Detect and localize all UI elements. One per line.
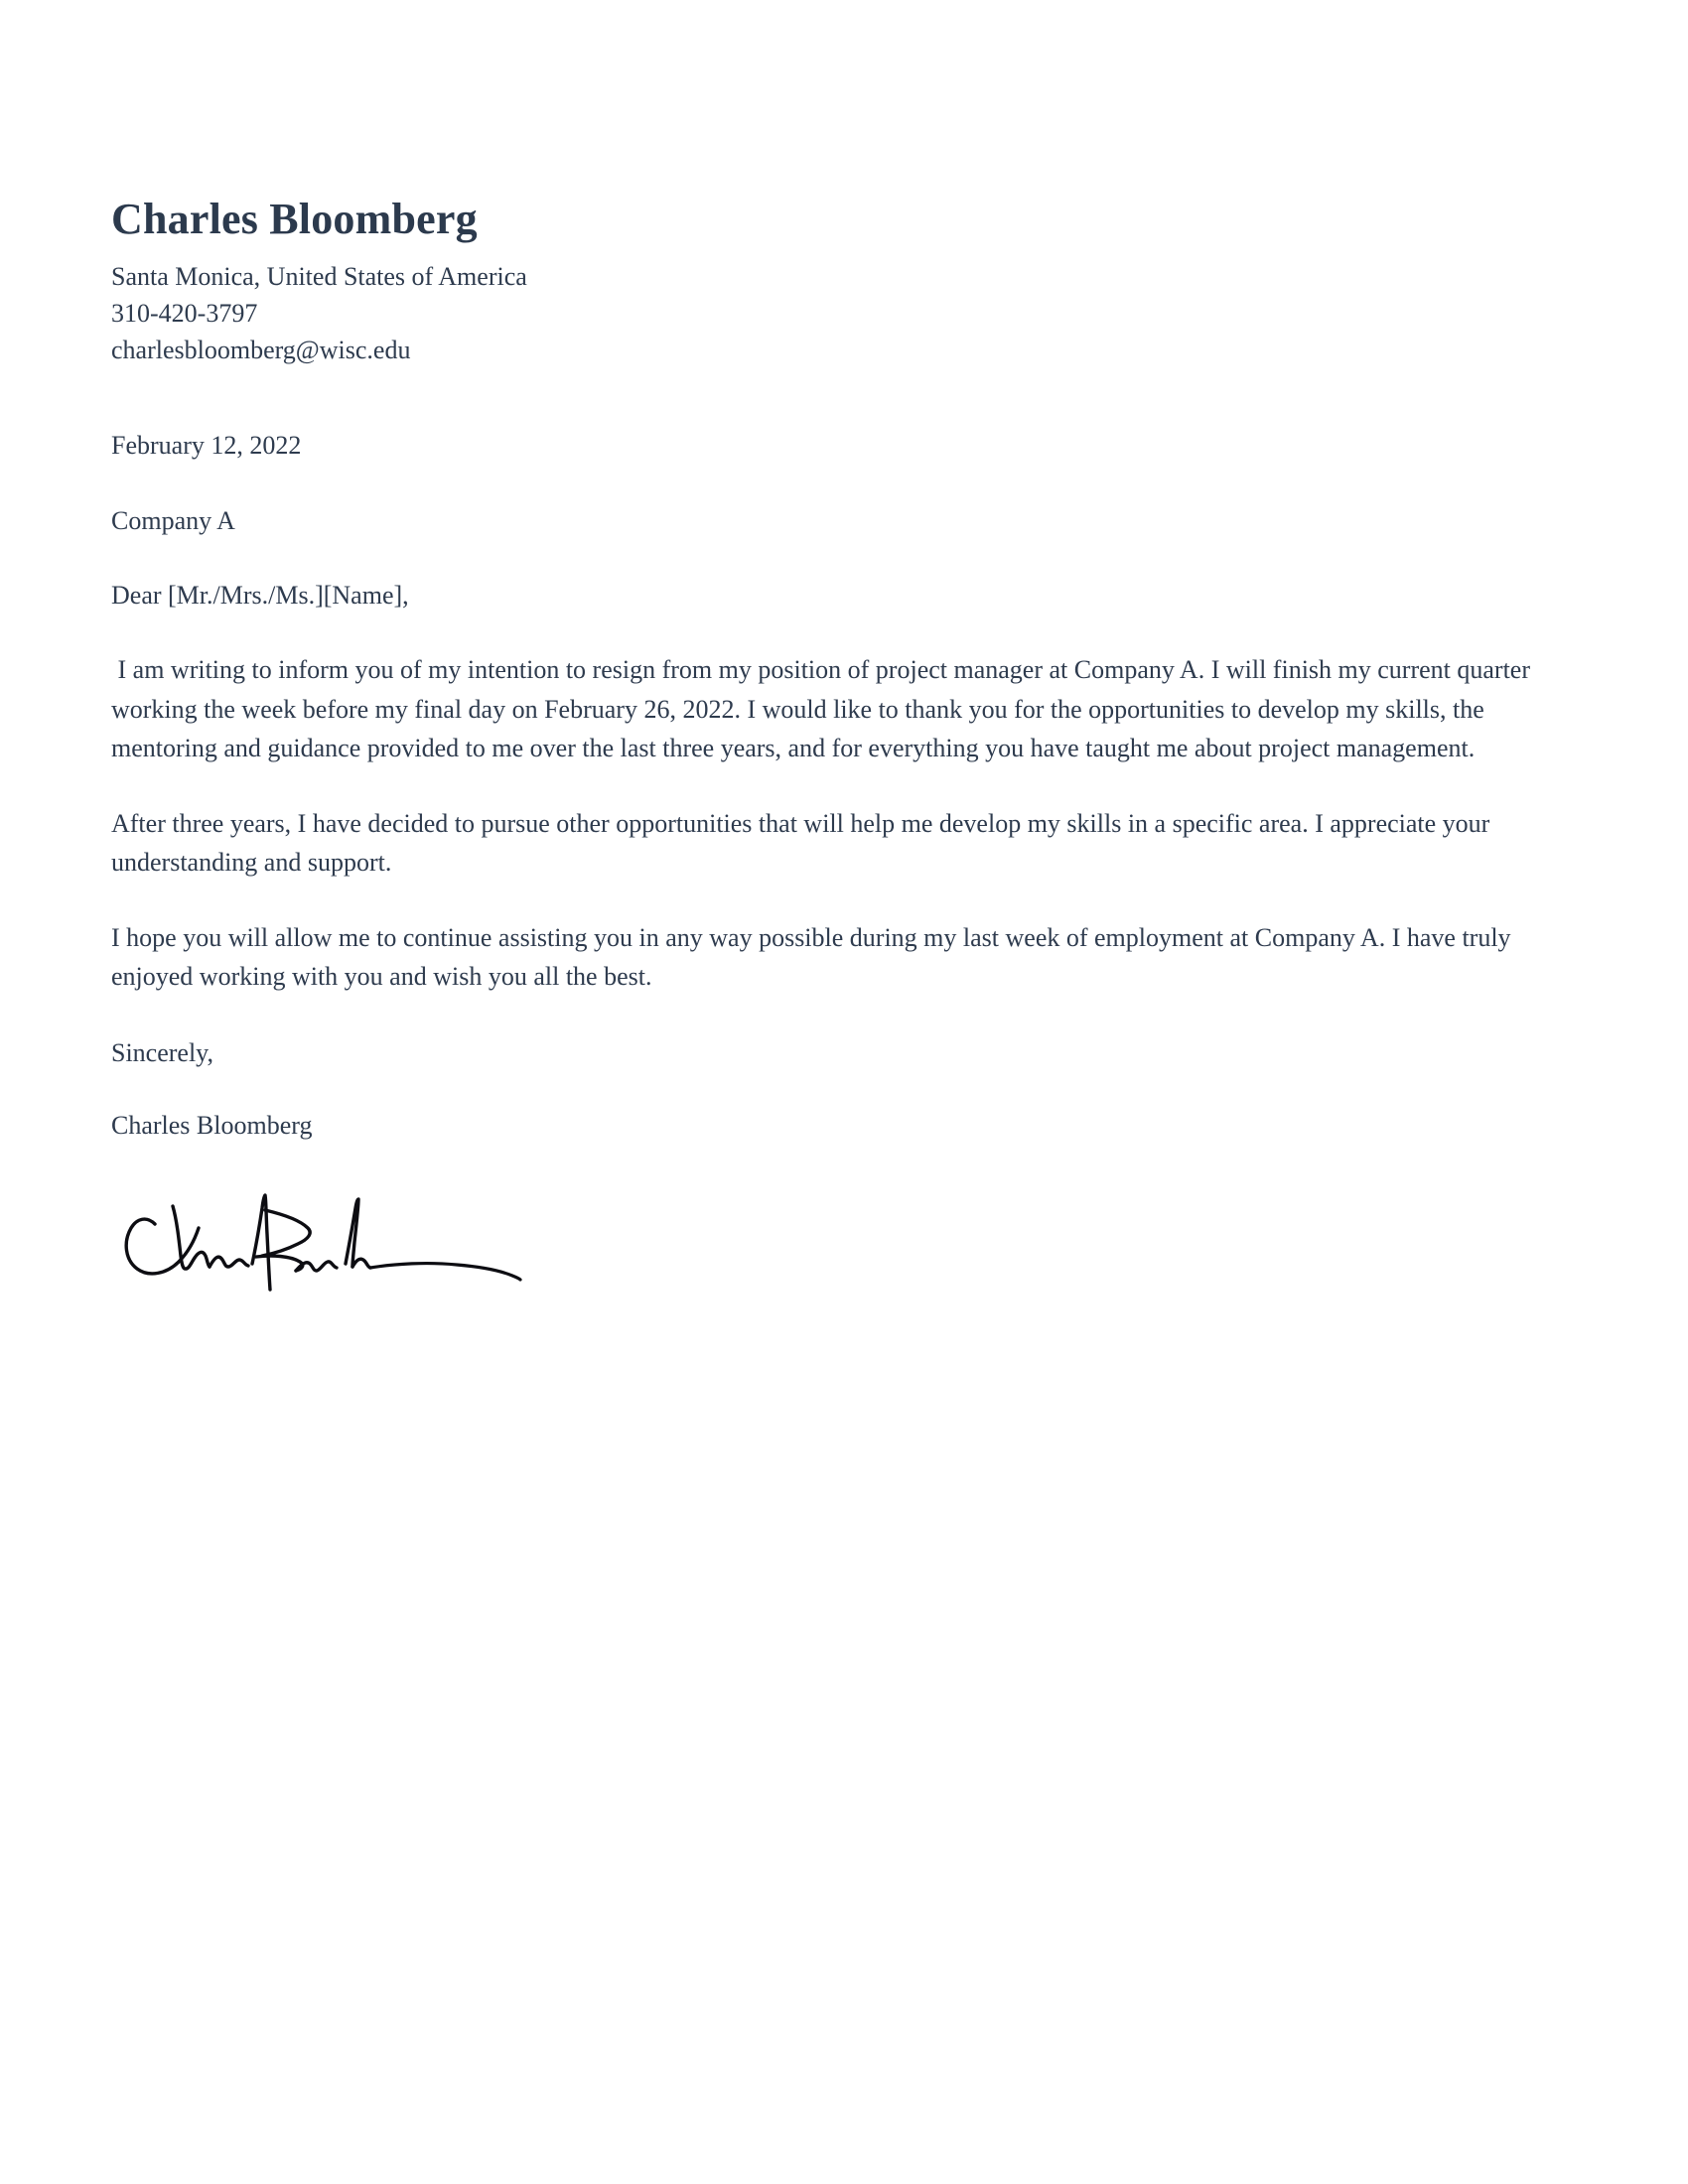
spacer-before-paragraph-2 (111, 768, 1541, 804)
spacer-before-greeting (111, 539, 1541, 577)
body-paragraph-3: I hope you will allow me to continue assisting you in any way possible during my last week of employment at Company A. I have truly enjoyed working with you and wish you all the best. (111, 922, 1518, 992)
body-paragraph-2: After three years, I have decided to pursue other opportunities that will help me develop my skills in a specific area. I appreciate your understanding and support. (111, 808, 1496, 878)
spacer-before-company (111, 465, 1541, 502)
spacer-before-paragraph-1 (111, 614, 1541, 650)
sender-phone: 310-420-3797 (111, 299, 258, 329)
letter-body (111, 195, 1541, 1292)
recipient-company: Company A (111, 505, 235, 535)
spacer-before-signer (111, 1071, 1541, 1107)
body-paragraph-1: I am writing to inform you of my intention to resign from my position of project manager at Company A. I will finish my current quarter working the week before my final day on February 26, 2022. I would like to thank you for the opportunities to develop my skills, the mentoring and guidance provided to me over the last three years, and for everything you have taught me about project management. (111, 655, 1537, 763)
spacer-before-closing (111, 997, 1541, 1034)
signer-name: Charles Bloomberg (111, 1111, 313, 1141)
sender-name: Charles Bloomberg (111, 195, 478, 243)
sender-header (111, 195, 1541, 369)
sender-email: charlesbloomberg@wisc.edu (111, 336, 411, 365)
closing-salutation: Sincerely, (111, 1037, 213, 1067)
signature-block (111, 1172, 528, 1292)
letter-date: February 12, 2022 (111, 430, 302, 460)
spacer-before-paragraph-3 (111, 883, 1541, 918)
sender-location: Santa Monica, United States of America (111, 262, 527, 292)
spacer-before-date (111, 369, 1541, 427)
handwritten-signature-icon (111, 1172, 528, 1292)
salutation-greeting: Dear [Mr./Mrs./Ms.][Name], (111, 581, 409, 611)
